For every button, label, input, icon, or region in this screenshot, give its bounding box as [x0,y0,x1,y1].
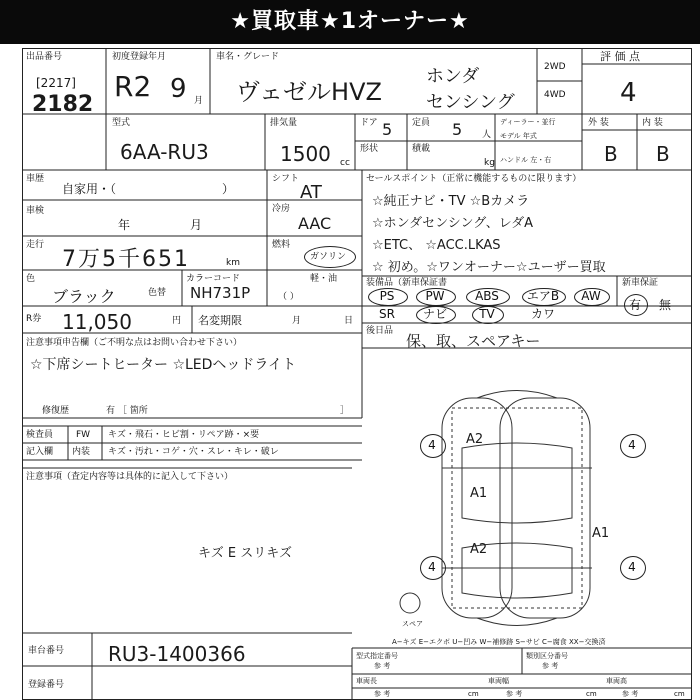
length-label: 車両長 [356,677,377,685]
fuel-light-oil: 軽・油 [310,274,338,284]
mark-a2-top: A2 [466,432,484,447]
car-grade-1: ホンダ [426,66,480,87]
first-reg-label: 初度登録年月 [112,52,167,62]
yen-unit: 円 [172,316,182,326]
chassis-label: 車台番号 [28,646,65,656]
selling-point-3: ☆ETC、 ☆ACC.LKAS [372,238,501,253]
spare-label: スペア [402,620,423,628]
check-items: キズ・飛石・ヒビ割・リペア跡・×要 [108,430,260,440]
inspection-label: 車検 [26,206,45,216]
tire-rr: 4 [628,560,636,574]
name-change-label: 名変期限 [198,314,242,327]
cooler-value: AAC [298,214,332,233]
equip-tv: TV [479,307,495,321]
reg-year: R2 [114,70,152,103]
height-ref: 参 考 [622,690,639,698]
later-parts-label: 後日品 [366,326,394,336]
selling-point-2: ☆ホンダセンシング、レダA [372,216,534,231]
chassis-value: RU3-1400366 [108,642,246,666]
spec-no-label: 型式指定番号 [356,652,398,660]
length-cm: cm [468,690,479,698]
registration-label: 登録番号 [28,680,65,690]
equip-sr: SR [379,307,395,321]
recycle-value: 11,050 [62,310,132,334]
score-value: 4 [620,78,637,108]
equip-aw: AW [581,289,601,303]
spec-ref: 参 考 [374,662,391,670]
recorder-label: 記入欄 [26,447,54,457]
load-label: 積載 [412,144,431,154]
class-no-label: 類別区分番号 [526,652,568,660]
mark-a1-rear: A1 [592,526,610,541]
equip-abs: ABS [475,289,499,303]
fw-label: FW [76,430,91,440]
interior-items: キズ・汚れ・コゲ・穴・スレ・キレ・破レ [108,447,279,457]
lot-no-label: 出品番号 [26,52,63,62]
color-code-label: カラーコード [186,274,241,284]
notes-label: 注意事項申告欄（ご不明な点はお問い合わせ下さい） [26,338,243,348]
repair-close: ］ [340,406,350,416]
model-label: 型式 [112,118,131,128]
color-code-value: NH731P [190,284,251,302]
2wd-label: 2WD [544,62,566,72]
car-name-label: 車名・グレード [216,52,280,62]
shift-label: シフト [272,174,300,184]
mark-a2-low: A2 [470,542,488,557]
fuel-label: 燃料 [272,240,291,250]
car-type-close: ） [222,182,235,196]
4wd-label: 4WD [544,90,566,100]
width-label: 車両幅 [488,677,509,685]
repair-value: 有 ［ 箇所 [106,406,148,416]
warranty-yes: 有 [628,298,641,312]
car-diagram [400,391,592,626]
height-cm: cm [674,690,685,698]
name-change-month: 月 [292,316,302,326]
warranty-no: 無 [658,298,671,312]
displacement-label: 排気量 [270,118,298,128]
displacement-value: 1500 [280,142,331,166]
shape-label: 形状 [360,144,379,154]
car-grade-2: センシング [426,92,515,113]
model-year-label: モデル 年式 [500,132,537,140]
seats-label: 定員 [412,118,431,128]
seats-value: 5 [452,120,463,139]
class-ref: 参 考 [542,662,559,670]
km-unit: km [226,258,240,268]
width-ref: 参 考 [506,690,523,698]
selling-point-4: ☆ 初め。☆ワンオーナー☆ユーザー買取 [372,260,606,275]
inspection-year: 年 [118,218,131,232]
notes-value: ☆下席シートヒーター ☆LEDヘッドライト [30,357,296,373]
height-label: 車両高 [606,677,627,685]
length-ref: 参 考 [374,690,391,698]
mileage-value: 7万5千651 [62,247,190,272]
equip-leather: カワ [530,307,555,321]
shift-value: AT [300,182,322,203]
recycle-label: R券 [26,314,42,324]
month-mark: 月 [194,96,204,106]
reg-month: 9 [170,74,187,104]
inspector-notes-label: 注意事項（査定内容等は具体的に記入して下さい） [26,472,234,482]
handle-label: ハンドル 左・右 [500,156,552,164]
selling-point-1: ☆純正ナビ・TV ☆Bカメラ [372,194,530,209]
name-change-day: 日 [344,316,354,326]
inspector-notes-value: キズ E スリキズ [198,546,292,561]
car-name: ヴェゼルHVZ [236,78,382,106]
color-label: 色 [26,274,36,284]
doors-label: ドア [360,118,378,128]
lot-prefix: [2217] [36,76,76,90]
interior2-label: 内装 [72,447,91,457]
equip-airbag: エアB [526,289,560,303]
auction-sheet [22,48,692,700]
width-cm: cm [586,690,597,698]
kg-label: kg [484,158,495,168]
doors-value: 5 [382,120,393,139]
dealer-label: ディーラー・並行 [500,118,556,126]
cc-unit: cc [340,158,350,168]
seats-unit: 人 [482,130,492,140]
fuel-paren: （ ） [278,292,299,302]
exterior-grade: B [604,142,618,166]
checker-label: 検査員 [26,430,54,440]
cooler-label: 冷房 [272,204,291,214]
mark-a1-mid: A1 [470,486,488,501]
repair-label: 修復歴 [42,406,70,416]
score-label: 評 価 点 [600,50,640,63]
lot-number: 2182 [32,92,94,117]
color-change-label: 色替 [148,288,167,298]
car-type-label: 車歴 [26,174,45,184]
equip-pw: PW [425,289,445,303]
color-value: ブラック [52,287,116,306]
interior-grade: B [656,142,670,166]
equip-ps: PS [379,289,395,303]
model-value: 6AA-RU3 [120,140,209,164]
inspection-month: 月 [190,218,203,232]
tire-rl: 4 [428,560,436,574]
new-warranty-label: 新車保証 [622,278,659,288]
tire-fl: 4 [428,438,436,452]
interior-label: 内 装 [642,118,663,128]
car-type-value: 自家用・（ [62,182,117,196]
exterior-label: 外 装 [588,118,609,128]
selling-points-label: セールスポイント（正常に機能するものに限ります） [366,174,582,184]
equipment-label: 装備品（新車保証書 [366,278,448,288]
mileage-label: 走行 [26,240,45,250]
page-banner: ★買取車★1オーナー★ [0,0,700,44]
later-parts-value: 保、取、スペアキー [406,332,541,350]
equip-navi: ナビ [422,307,447,321]
damage-legend: A−キズ E−エクボ U−凹み W−補修跡 S−サビ C−腐食 XX−交換済 [392,638,606,646]
tire-fr: 4 [628,438,636,452]
fuel-gasoline: ガソリン [310,252,347,262]
